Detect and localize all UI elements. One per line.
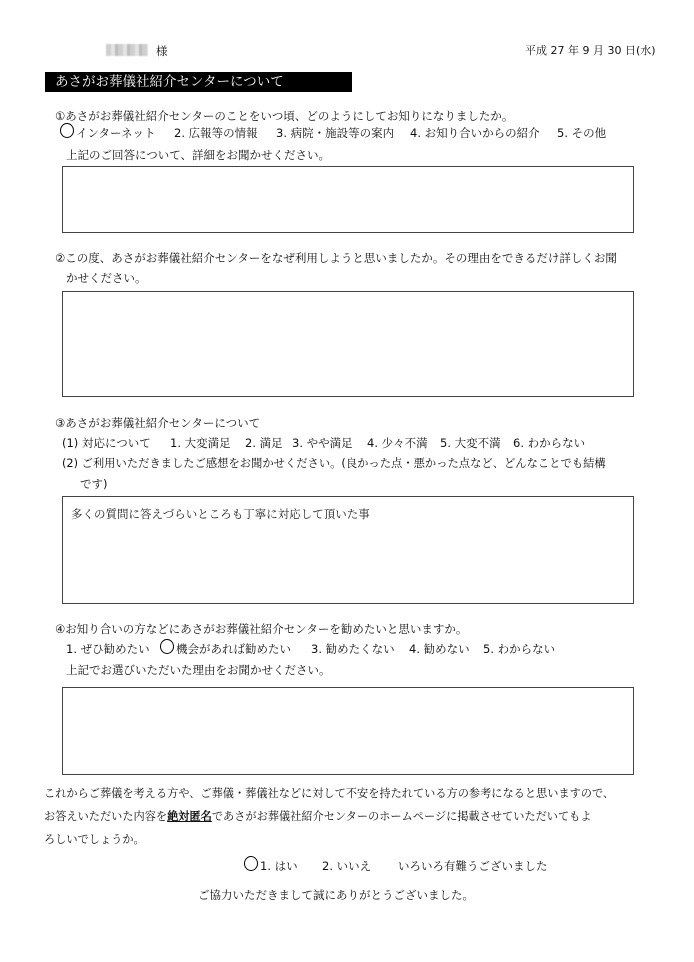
q1-option-4: 4. お知り合いからの紹介 — [410, 126, 540, 140]
q1-answer-box — [62, 166, 634, 233]
q3-sub1-option-3: 3. やや満足 — [292, 436, 353, 450]
selected-circle-mark — [160, 639, 174, 654]
q1-followup: 上記のご回答について、詳細をお聞かせください。 — [66, 148, 331, 162]
document-date: 平成 27 年 9 月 30 日(水) — [525, 44, 656, 57]
q3-sub1-option-2: 2. 満足 — [245, 436, 283, 450]
selected-circle-mark — [244, 856, 258, 871]
q2-question-line2: かせください。 — [66, 271, 147, 285]
thanks-message: ご協力いただきまして誠にありがとうございました。 — [198, 888, 474, 902]
q3-sub1-option-4: 4. 少々不満 — [367, 436, 428, 450]
q3-answer-box — [62, 496, 634, 604]
q4-question: ④お知り合いの方などにあさがお葬儀社紹介センターを勧めたいと思いますか。 — [55, 622, 468, 636]
q4-option-2: 機会があれば勧めたい — [176, 642, 291, 656]
closing-line2-post: であさがお葬儀社紹介センターのホームページに掲載させていただいてもよ — [211, 810, 592, 823]
honorific: 様 — [156, 44, 168, 58]
closing-line3: ろしいでしょうか。 — [44, 833, 145, 846]
redacted-name — [106, 44, 148, 56]
section-title: あさがお葬儀社紹介センターについて — [45, 72, 352, 92]
closing-line2 — [44, 810, 592, 824]
q1-option-2: 2. 広報等の情報 — [174, 126, 258, 140]
q3-sub2-line2: です) — [80, 477, 108, 491]
closing-line1: これからご葬儀を考える方や、ご葬儀・葬儀社などに対して不安を持たれている方の参考になると思いますので、 — [44, 787, 615, 800]
consent-option-yes: 1. はい — [260, 859, 298, 873]
q1-question: ①あさがお葬儀社紹介センターのことをいつ頃、どのようにしてお知りになりましたか。 — [55, 109, 514, 123]
q4-answer-box — [62, 687, 634, 775]
q3-sub2-line1: (2) ご利用いただきましたご感想をお聞かせください。(良かった点・悪かった点など、どんなことでも結構 — [62, 457, 606, 470]
q1-option-5: 5. その他 — [557, 126, 607, 140]
q2-question-line1: ②この度、あさがお葬儀社紹介センターをなぜ利用しようと思いましたか。その理由をできるだけ詳しくお聞 — [55, 251, 617, 265]
closing-line2-pre: お答えいただいた内容を — [44, 810, 168, 823]
q3-sub1-option-6: 6. わからない — [513, 436, 586, 450]
q4-option-3: 3. 勧めたくない — [311, 642, 395, 656]
handwritten-note: いろいろ有難うございました — [398, 859, 548, 873]
q3-answer: 多くの質問に答えづらいところも丁寧に対応して頂いた事 — [71, 507, 370, 521]
q1-option-1: インターネット — [76, 126, 156, 140]
q3-question: ③あさがお葬儀社紹介センターについて — [55, 416, 261, 430]
q1-option-3: 3. 病院・施設等の案内 — [276, 126, 395, 140]
q3-sub1-label: (1) 対応について — [62, 436, 151, 450]
q3-sub1-option-1: 1. 大変満足 — [170, 436, 231, 450]
consent-option-no: 2. いいえ — [322, 859, 372, 873]
anonymous-emphasis: 絶対匿名 — [167, 810, 212, 823]
q4-followup: 上記でお選びいただいた理由をお聞かせください。 — [66, 663, 331, 677]
q2-answer-box — [62, 291, 634, 397]
q4-option-5: 5. わからない — [483, 642, 556, 656]
q4-option-4: 4. 勧めない — [409, 642, 470, 656]
q4-option-1: 1. ぜひ勧めたい — [66, 642, 150, 656]
selected-circle-mark — [60, 123, 74, 138]
q3-sub1-option-5: 5. 大変不満 — [440, 436, 501, 450]
